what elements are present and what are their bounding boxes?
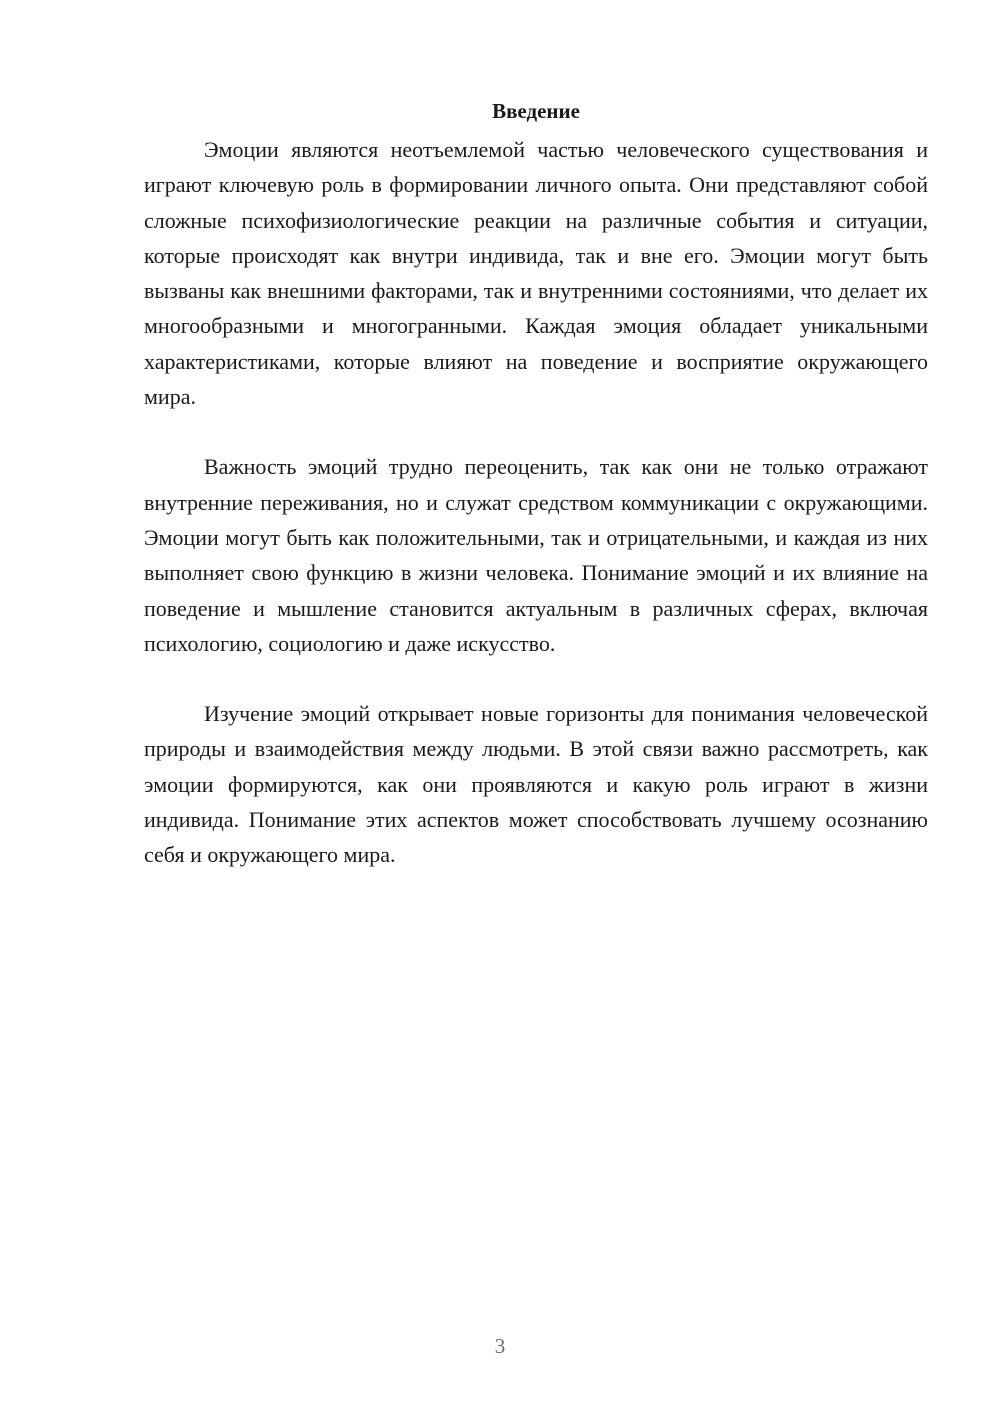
paragraph-1: Эмоции являются неотъемлемой частью человеческого существования и играют ключевую роль в формировании личного опыта. Они представляют собой сложные психофизиологические реакции на различные события и ситуации, которые происходят как внутри индивида, так и вне его. Эмоции могут быть вызваны как внешними факторами, так и внутренними состояниями, что делает их многообразными и многогранными. Каждая эмоция обладает уникальными характеристиками, которые влияют на поведение и восприятие окружающего мира. [144, 137, 928, 410]
paragraph-2: Важность эмоций трудно переоценить, так как они не только отражают внутренние переживания, но и служат средством коммуникации с окружающими. Эмоции могут быть как положительными, так и отрицательными, и каждая из них выполняет свою функцию в жизни человека. Понимание эмоций и их влияние на поведение и мышление становится актуальным в различных сферах, включая психологию, социологию и даже искусство. [144, 454, 928, 656]
section-heading: Введение [492, 99, 580, 123]
page-content [144, 97, 928, 908]
paragraph-3: Изучение эмоций открывает новые горизонты для понимания человеческой природы и взаимодействия между людьми. В этой связи важно рассмотреть, как эмоции формируются, как они проявляются и какую роль играют в жизни индивида. Понимание этих аспектов может способствовать лучшему осознанию себя и окружающего мира. [144, 701, 928, 868]
page-number: 3 [494, 1334, 506, 1358]
